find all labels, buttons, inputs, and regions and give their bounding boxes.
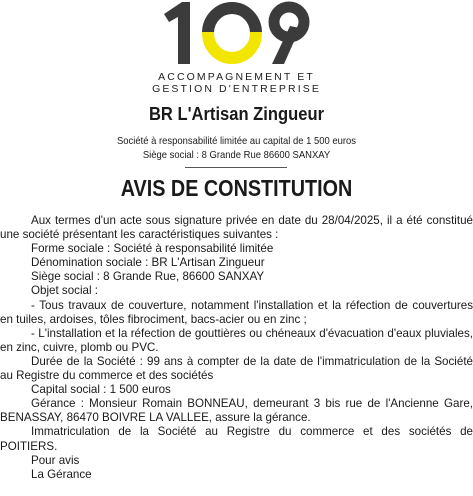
logo-109-icon [160,0,314,68]
company-legal-form: Société à responsabilité limitée au capital de 1 500 euros [116,135,357,147]
duree-societe: Durée de la Société : 99 ans à compter de la date de l'immatriculation de la Société au Registre du commerce et des sociétés [0,354,473,383]
notice-body [0,214,473,482]
gerance: Gérance : Monsieur Romain BONNEAU, demeurant 3 bis rue de l'Ancienne Gare, BENASSAY, 86470 BOIVRE LA VALLEE, assure la gérance. [0,397,473,425]
pour-avis: Pour avis [31,453,80,467]
logo-tagline-2: GESTION D'ENTREPRISE [152,83,321,95]
immatriculation: Immatriculation de la Société au Registre du commerce et des sociétés de POITIERS. [0,425,473,453]
siege-social: Siège social : 8 Grande Rue, 86600 SANXAY [31,270,265,284]
objet-social-label: Objet social : [31,284,99,298]
objet-social-item-2: - L'installation et la réfection de gouttières ou chéneaux d'évacuation d'eaux pluviales, en zinc, cuivre, plomb ou PVC. [0,326,473,354]
intro-paragraph: Aux termes d'un acte sous signature privée en date du 28/04/2025, il a été constitué une société présentant les caractéristiques suivantes : [0,214,473,242]
capital-social: Capital social : 1 500 euros [31,383,171,397]
company-name: BR L'Artisan Zingueur [148,104,325,124]
notice-title: AVIS DE CONSTITUTION [120,175,353,201]
denomination-sociale: Dénomination sociale : BR L'Artisan Zingueur [31,256,265,270]
divider [185,167,287,168]
company-address: Siège social : 8 Grande Rue 86600 SANXAY [142,149,331,161]
objet-social-item-1: - Tous travaux de couverture, notamment l'installation et la réfection de couvertures en tuiles, ardoises, tôles fibrociment, bacs-acier ou en zinc ; [0,298,473,326]
signature: La Gérance [31,467,92,481]
logo [0,0,473,102]
forme-sociale: Forme sociale : Société à responsabilité limitée [31,242,274,256]
logo-tagline-1: ACCOMPAGNEMENT ET [158,71,315,83]
